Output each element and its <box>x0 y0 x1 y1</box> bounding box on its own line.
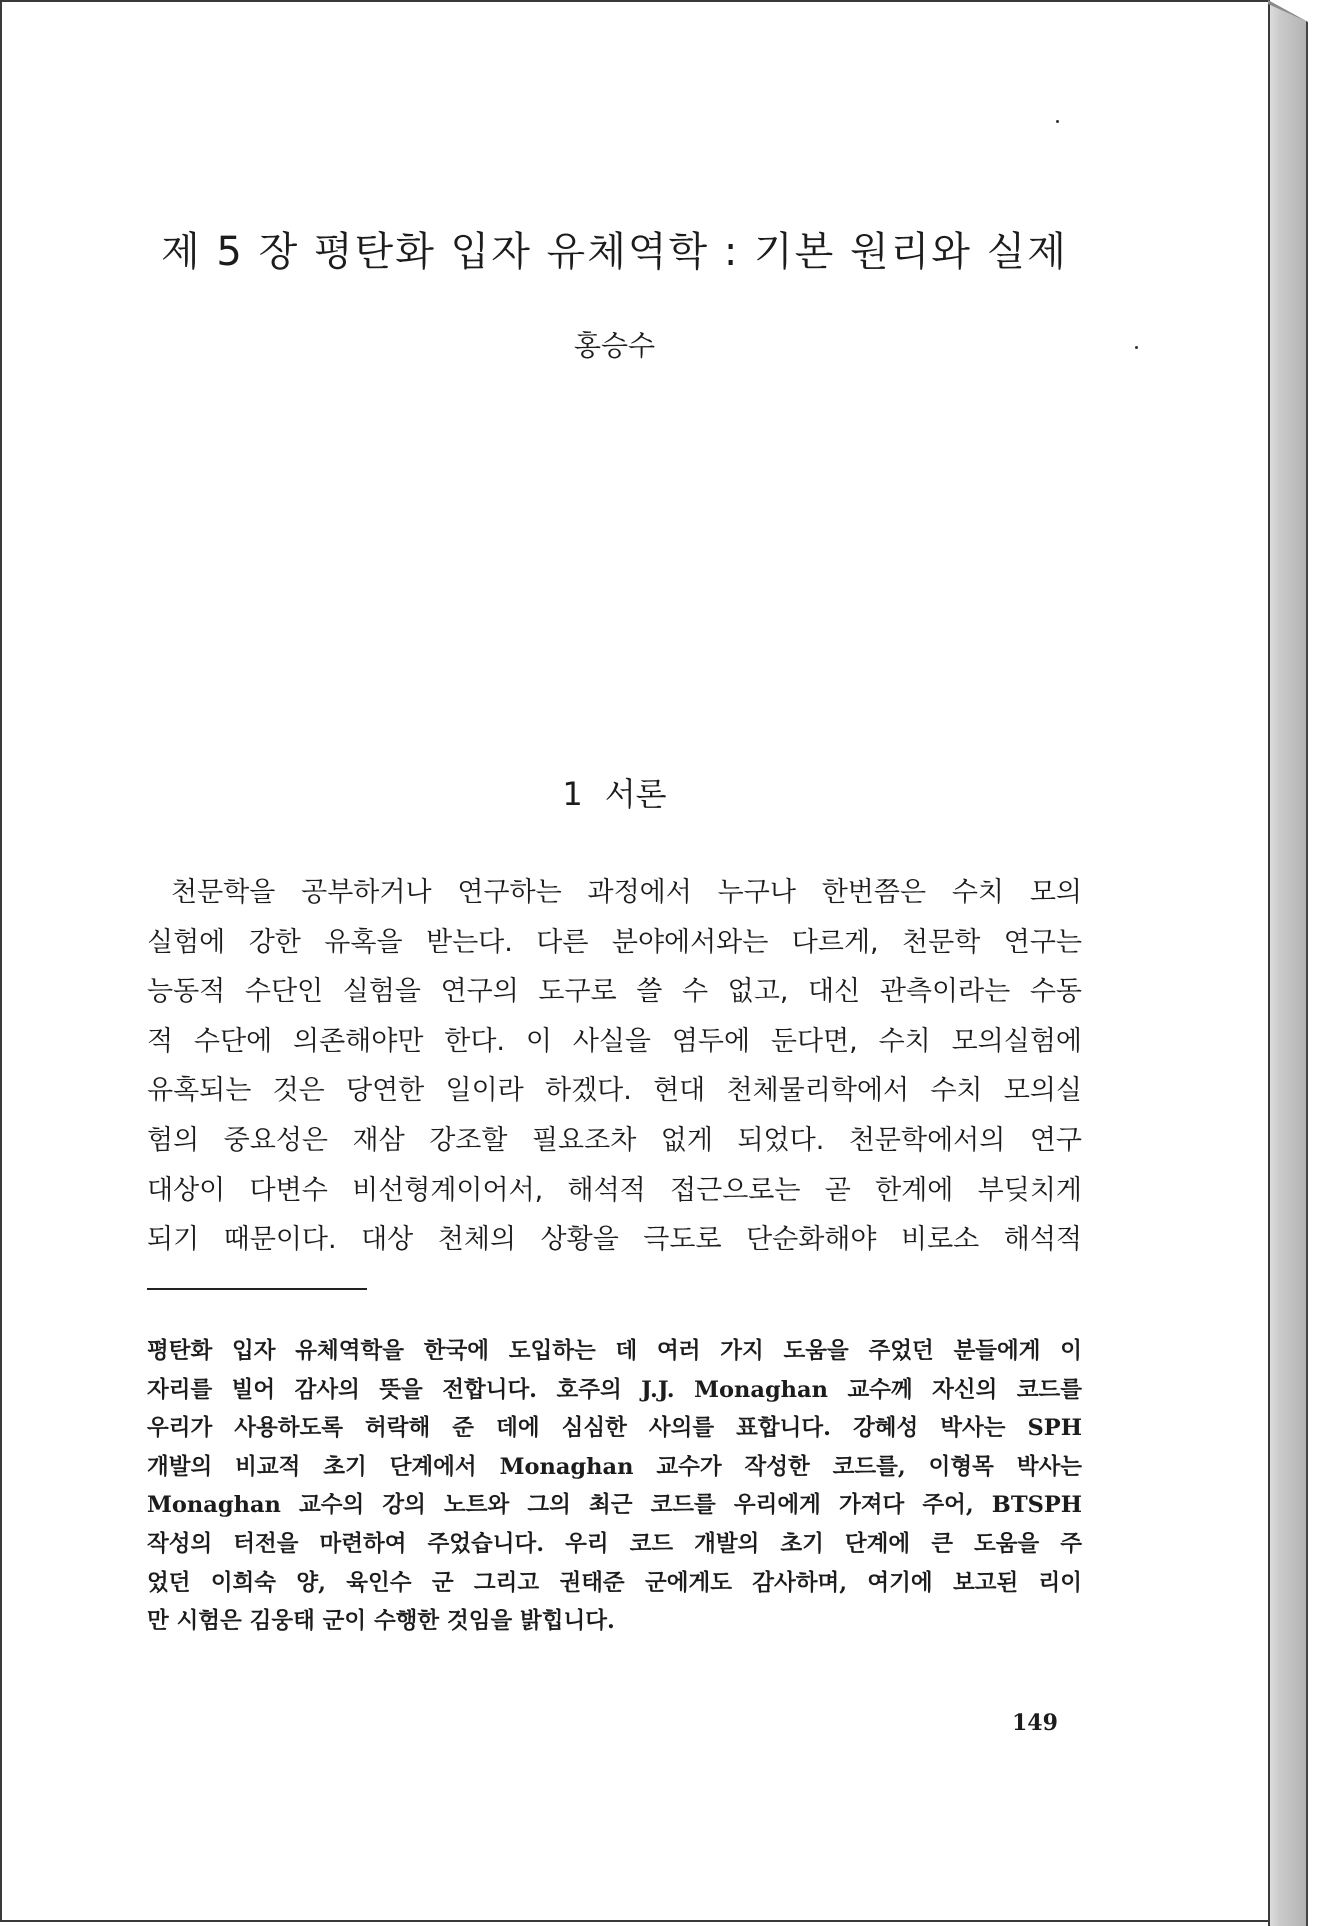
chapter-title: 제 5 장 평탄화 입자 유체역학 : 기본 원리와 실제 <box>161 229 1068 275</box>
footnote-line: 우리가 사용하도록 허락해 준 데에 심심한 사의를 표합니다. 강혜성 박사는 SPH <box>147 1415 1082 1442</box>
footnote-line: 만 시험은 김웅태 군이 수행한 것임을 밝힙니다. <box>147 1608 615 1635</box>
body-line: 적 수단에 의존해야만 한다. 이 사실을 염두에 둔다면, 수치 모의실험에 <box>147 1025 1082 1057</box>
body-line: 천문학을 공부하거나 연구하는 과정에서 누구나 한번쯤은 수치 모의 <box>171 877 1082 908</box>
section-number: 1 <box>562 775 583 813</box>
body-line: 되기 때문이다. 대상 천체의 상황을 극도로 단순화해야 비로소 해석적 <box>147 1224 1082 1256</box>
section-title: 서론 <box>604 775 667 813</box>
body-line: 실험에 강한 유혹을 받는다. 다른 분야에서와는 다르게, 천문학 연구는 <box>147 926 1082 958</box>
footnote-line: Monaghan 교수의 강의 노트와 그의 최근 코드를 우리에게 가져다 주어, BTSPH <box>147 1492 1082 1519</box>
scan-speck <box>1135 346 1138 349</box>
book-spine-edge <box>1268 0 1308 1926</box>
footnote-line: 개발의 비교적 초기 단계에서 Monaghan 교수가 작성한 코드를, 이형목 박사는 <box>147 1453 1082 1480</box>
page-number: 149 <box>1012 1710 1058 1736</box>
footnote-divider <box>147 1288 367 1290</box>
footnote-line: 었던 이희숙 양, 육인수 군 그리고 권태준 군에게도 감사하며, 여기에 보고된 리이 <box>147 1569 1082 1596</box>
section-heading <box>2 769 1227 815</box>
body-line: 유혹되는 것은 당연한 일이라 하겠다. 현대 천체물리학에서 수치 모의실 <box>147 1075 1082 1107</box>
body-line: 험의 중요성은 재삼 강조할 필요조차 없게 되었다. 천문학에서의 연구 <box>147 1124 1082 1156</box>
footnote-line: 자리를 빌어 감사의 뜻을 전합니다. 호주의 J.J. Monaghan 교수께 자신의 코드를 <box>147 1376 1082 1403</box>
footnote-line: 작성의 터전을 마련하여 주었습니다. 우리 코드 개발의 초기 단계에 큰 도움을 주 <box>147 1530 1082 1557</box>
footnote-line: 평탄화 입자 유체역학을 한국에 도입하는 데 여러 가지 도움을 주었던 분들에게 이 <box>147 1338 1083 1364</box>
scan-speck <box>1056 120 1059 123</box>
author-name: 홍승수 <box>573 329 656 362</box>
body-line: 능동적 수단인 실험을 연구의 도구로 쓸 수 없고, 대신 관측이라는 수동 <box>147 976 1082 1008</box>
body-paragraph <box>147 868 1082 1265</box>
body-line: 대상이 다변수 비선형계이어서, 해석적 접근으로는 곧 한계에 부딪치게 <box>147 1174 1082 1206</box>
footnote <box>147 1332 1082 1641</box>
